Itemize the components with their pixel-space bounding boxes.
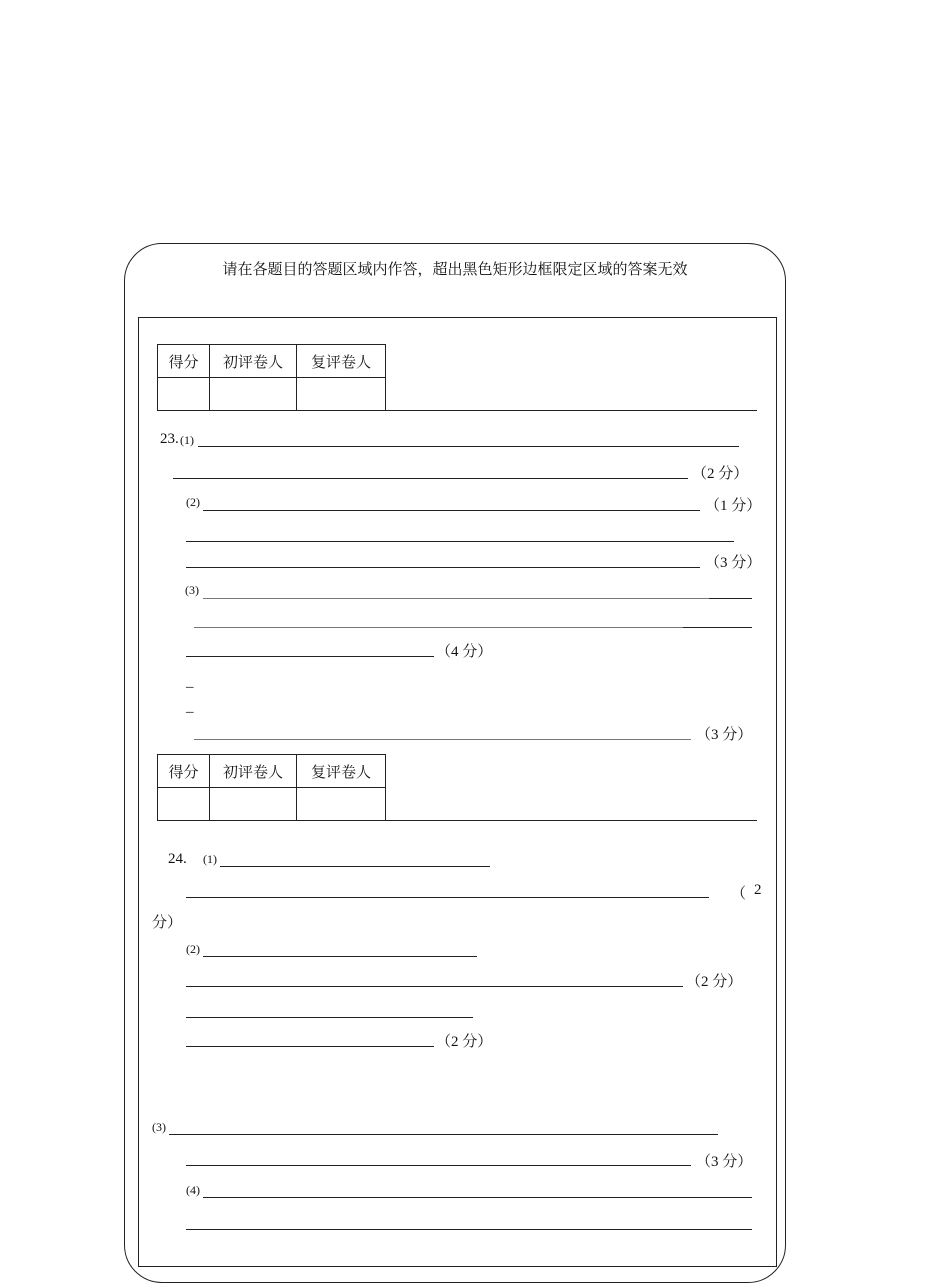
first-reviewer-cell[interactable] — [210, 378, 297, 411]
q24-part1-label: (1) — [203, 852, 217, 866]
q23-part3-answer-line[interactable] — [194, 739, 691, 740]
first-reviewer-header: 初评卷人 — [210, 345, 297, 378]
q24-part1-score-close: 分） — [152, 915, 183, 931]
q23-part3-answer-line[interactable] — [203, 598, 709, 599]
q23-number: 23. — [160, 431, 179, 447]
q24-part1-score-value: 2 — [754, 882, 762, 898]
score-cell[interactable] — [158, 788, 210, 821]
q23-part2-label: (2) — [186, 495, 200, 509]
q24-number: 24. — [168, 851, 187, 867]
q24-part2-answer-line[interactable] — [186, 986, 683, 987]
q23-part1-answer-line[interactable] — [173, 478, 688, 479]
q24-part4-answer-line[interactable] — [186, 1229, 752, 1230]
q24-part3-answer-line[interactable] — [186, 1165, 691, 1166]
q23-part1-score: （2 分） — [692, 466, 749, 482]
score-table-2 — [157, 754, 386, 821]
q23-part1-label: (1) — [180, 433, 194, 447]
q23-part3-answer-line[interactable] — [683, 627, 752, 628]
q23-part3-label: (3) — [185, 583, 199, 597]
section-divider — [385, 820, 757, 821]
q24-part3-label: (3) — [152, 1120, 166, 1134]
q24-part2-answer-line[interactable] — [186, 1017, 473, 1018]
score-header: 得分 — [158, 755, 210, 788]
q24-part1-answer-line[interactable] — [186, 897, 709, 898]
q23-part3-answer-line[interactable] — [186, 656, 434, 657]
q23-part3-score-b: （3 分） — [696, 727, 753, 743]
q23-part2-score-a: （1 分） — [705, 498, 762, 514]
q23-part3-answer-line[interactable] — [709, 598, 752, 599]
second-reviewer-cell[interactable] — [297, 788, 386, 821]
q23-part3-score-a: （4 分） — [436, 644, 493, 660]
q24-part2-score-b: （2 分） — [436, 1034, 493, 1050]
notice-text: 请在各题目的答题区域内作答，超出黑色矩形边框限定区域的答案无效 — [222, 260, 688, 278]
score-header: 得分 — [158, 345, 210, 378]
second-reviewer-header: 复评卷人 — [297, 755, 386, 788]
q23-dash-mark: _ — [186, 674, 194, 690]
second-reviewer-cell[interactable] — [297, 378, 386, 411]
q23-part1-answer-line[interactable] — [198, 446, 739, 447]
q23-part2-score-b: （3 分） — [705, 555, 762, 571]
section-divider — [385, 410, 757, 411]
q23-dash-mark: _ — [186, 699, 194, 715]
q23-part2-answer-line[interactable] — [186, 567, 700, 568]
q24-part2-answer-line[interactable] — [203, 956, 477, 957]
score-cell[interactable] — [158, 378, 210, 411]
q24-part2-score-a: （2 分） — [686, 974, 743, 990]
q24-part4-label: (4) — [186, 1183, 200, 1197]
q24-part3-answer-line[interactable] — [169, 1134, 718, 1135]
q23-part3-answer-line[interactable] — [194, 627, 683, 628]
q24-part3-score: （3 分） — [696, 1154, 753, 1170]
q24-part1-score-open: （ — [731, 886, 747, 902]
q24-part2-label: (2) — [186, 942, 200, 956]
q24-part4-answer-line[interactable] — [203, 1197, 752, 1198]
first-reviewer-header: 初评卷人 — [210, 755, 297, 788]
q23-part2-answer-line[interactable] — [203, 510, 700, 511]
first-reviewer-cell[interactable] — [210, 788, 297, 821]
q23-part2-answer-line[interactable] — [186, 541, 734, 542]
second-reviewer-header: 复评卷人 — [297, 345, 386, 378]
q24-part2-answer-line[interactable] — [186, 1046, 434, 1047]
score-table-1 — [157, 344, 386, 411]
q24-part1-answer-line[interactable] — [220, 866, 490, 867]
